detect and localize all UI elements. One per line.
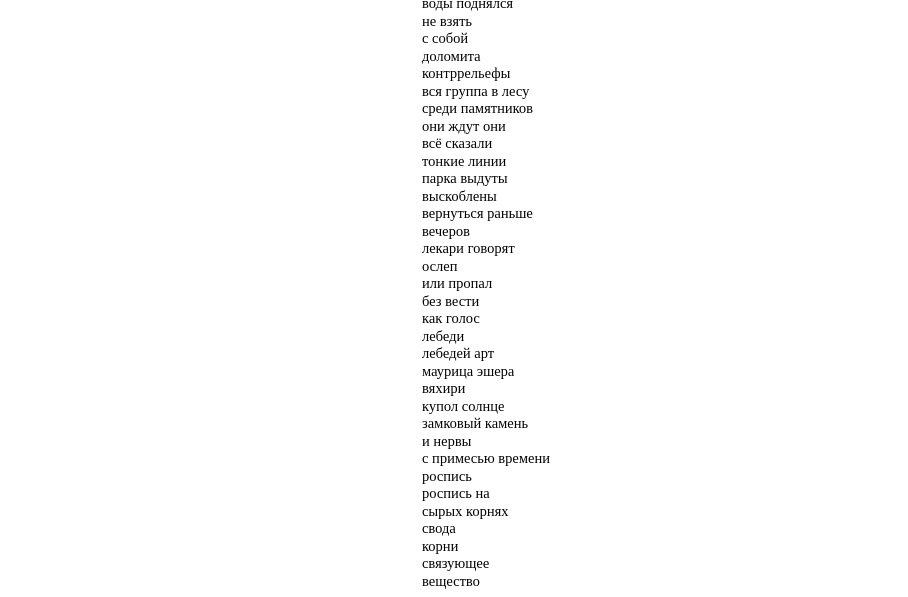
poem-line: корни — [422, 538, 459, 555]
poem-line: вяхири — [422, 381, 466, 397]
poem-line: тонкие линии — [422, 153, 507, 170]
poem-line: не взять — [422, 13, 473, 30]
poem-line: с собой — [422, 31, 469, 47]
poem-line: вернуться раньше — [422, 206, 533, 222]
poem-line: вечеров — [422, 223, 470, 240]
poem-line: выскоблены — [422, 188, 497, 205]
poem-line: связующее — [422, 556, 490, 572]
poem-line: они ждут они — [422, 118, 506, 135]
poem-line: сырых корнях — [422, 503, 509, 520]
poem-line: всё сказали — [422, 136, 493, 152]
poem-line: как голос — [422, 311, 480, 327]
poem-line: воды поднялся — [422, 0, 514, 12]
poem-text — [422, 0, 550, 591]
poem-line: среди памятников — [422, 101, 533, 117]
poem-line: замковый камень — [422, 416, 529, 432]
poem-line: маурица эшера — [422, 363, 515, 380]
poem-line: свода — [422, 521, 456, 537]
poem-line: доломита — [422, 48, 481, 65]
poem-line: или пропал — [422, 276, 493, 292]
poem-line: лебедей арт — [422, 346, 495, 362]
poem-line: с примесью времени — [422, 451, 550, 467]
poem-line: купол солнце — [422, 398, 505, 415]
poem-line: роспись на — [422, 486, 490, 502]
poem-line: парка выдуты — [422, 171, 508, 187]
poem-line: роспись — [422, 468, 472, 485]
poem-line: лекари говорят — [422, 241, 515, 257]
poem-line: лебеди — [422, 328, 465, 345]
poem-line: ослеп — [422, 258, 458, 275]
poem-line: вещество — [422, 573, 480, 590]
poem-line: и нервы — [422, 433, 472, 450]
poem-line: без вести — [422, 293, 480, 310]
poem-line: вся группа в лесу — [422, 83, 530, 100]
poem-line: контррельефы — [422, 66, 511, 82]
